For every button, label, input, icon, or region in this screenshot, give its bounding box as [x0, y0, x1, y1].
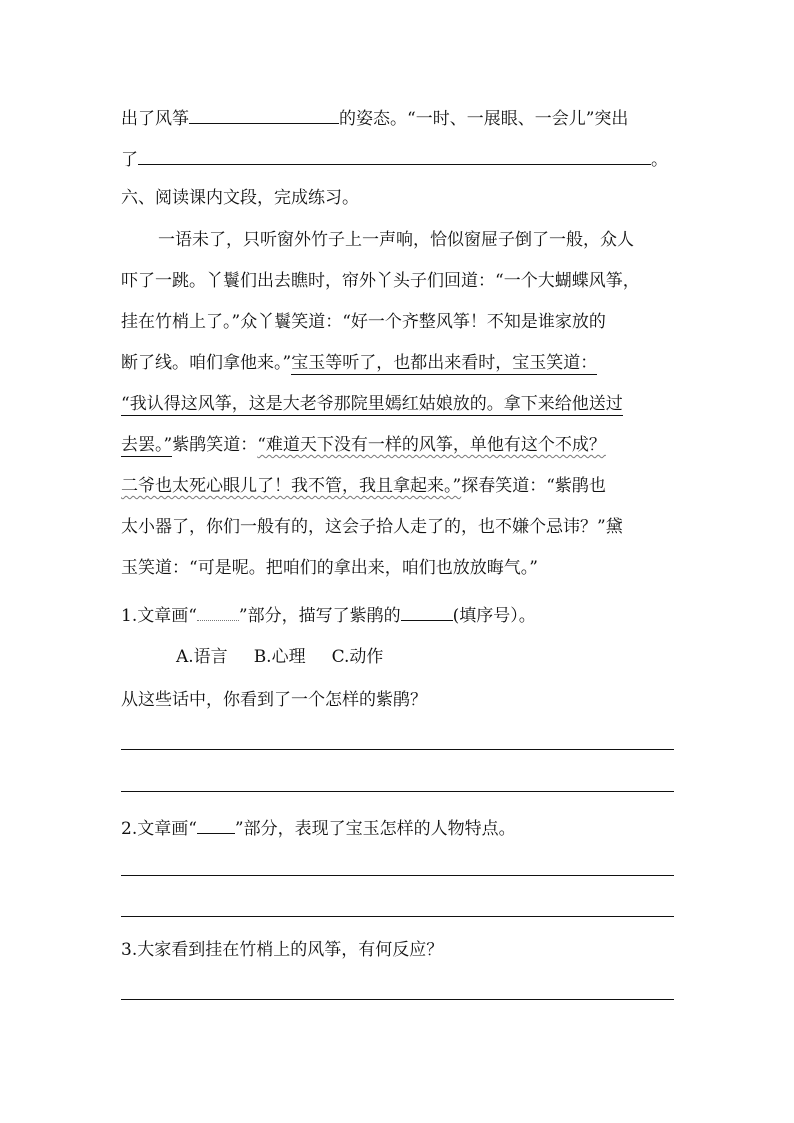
question-2: [121, 818, 677, 838]
option-b[interactable]: B.心理: [253, 647, 306, 667]
underlined-text: “我认得这风筝，这是大老爷那院里嫣红姑娘放的。拿下来给他送过: [121, 394, 623, 414]
wavy-underlined-text: “难道天下没有一样的风筝，单他有这个不成？: [257, 435, 606, 455]
question-1-followup: 从这些话中，你看到了一个怎样的紫鹃？: [121, 690, 427, 710]
text-segment: 1.文章画“: [121, 606, 197, 626]
text-segment: 紫鹃笑道：: [172, 435, 258, 455]
wavy-underlined-text: 二爷也太死心眼儿了！我不管，我且拿起来。”: [121, 476, 462, 496]
passage-line: 一语未了，只听窗外竹子上一声响，恰似窗屉子倒了一般，众人: [158, 230, 634, 250]
answer-blank[interactable]: [189, 108, 339, 124]
answer-line[interactable]: [121, 999, 674, 1000]
continuation-line-1: [121, 108, 677, 128]
option-c[interactable]: C.动作: [331, 647, 384, 667]
passage-line: [121, 478, 677, 495]
answer-blank[interactable]: [401, 605, 453, 621]
passage-line: [121, 396, 677, 413]
passage-line: 吓了一跳。丫鬟们出去瞧时，帘外丫头子们回道：“一个大蝴蝶风筝，: [121, 271, 640, 291]
text-segment: 出了风筝: [121, 109, 189, 129]
wavy-line-marker: [197, 606, 239, 621]
text-segment: 2.文章画“: [121, 819, 197, 839]
text-segment: 了: [121, 150, 138, 170]
continuation-line-2: [121, 149, 677, 169]
straight-line-marker: [197, 818, 235, 834]
section-heading: 六、阅读课内文段，完成练习。: [121, 188, 359, 208]
text-segment: 探春笑道：“紫鹃也: [461, 476, 606, 496]
passage-line: [121, 437, 677, 454]
answer-line[interactable]: [121, 875, 674, 876]
passage-line: 挂在竹梢上了。”众丫鬟笑道：“好一个齐整风筝！不知是谁家放的: [121, 312, 606, 332]
option-a[interactable]: A.语言: [176, 647, 228, 667]
passage-line: 玉笑道：“可是呢。把咱们的拿出来，咱们也放放晦气。”: [121, 558, 538, 578]
question-1: [121, 605, 677, 625]
answer-line[interactable]: [121, 791, 674, 792]
question-1-options: [176, 649, 676, 666]
question-3: 3.大家看到挂在竹梢上的风筝，有何反应？: [121, 940, 444, 960]
text-segment: 。: [651, 150, 668, 170]
text-segment: 断了线。咱们拿他来。”: [121, 353, 292, 373]
answer-line[interactable]: [121, 749, 674, 750]
passage-line: [121, 355, 677, 372]
text-segment: ”部分，描写了紫鹃的: [238, 606, 401, 626]
text-segment: ”部分，表现了宝玉怎样的人物特点。: [234, 819, 516, 839]
answer-blank[interactable]: [138, 149, 651, 165]
text-segment: 的姿态。“一时、一展眼、一会儿”突出: [339, 109, 629, 129]
underlined-text: 宝玉等听了，也都出来看时，宝玉笑道：: [291, 353, 598, 373]
answer-line[interactable]: [121, 916, 674, 917]
underlined-text: 去罢。”: [121, 435, 173, 455]
passage-line: 太小器了，你们一般有的，这会子拾人走了的，也不嫌个忌讳？”黛: [121, 517, 623, 537]
text-segment: (填序号）。: [452, 606, 536, 626]
